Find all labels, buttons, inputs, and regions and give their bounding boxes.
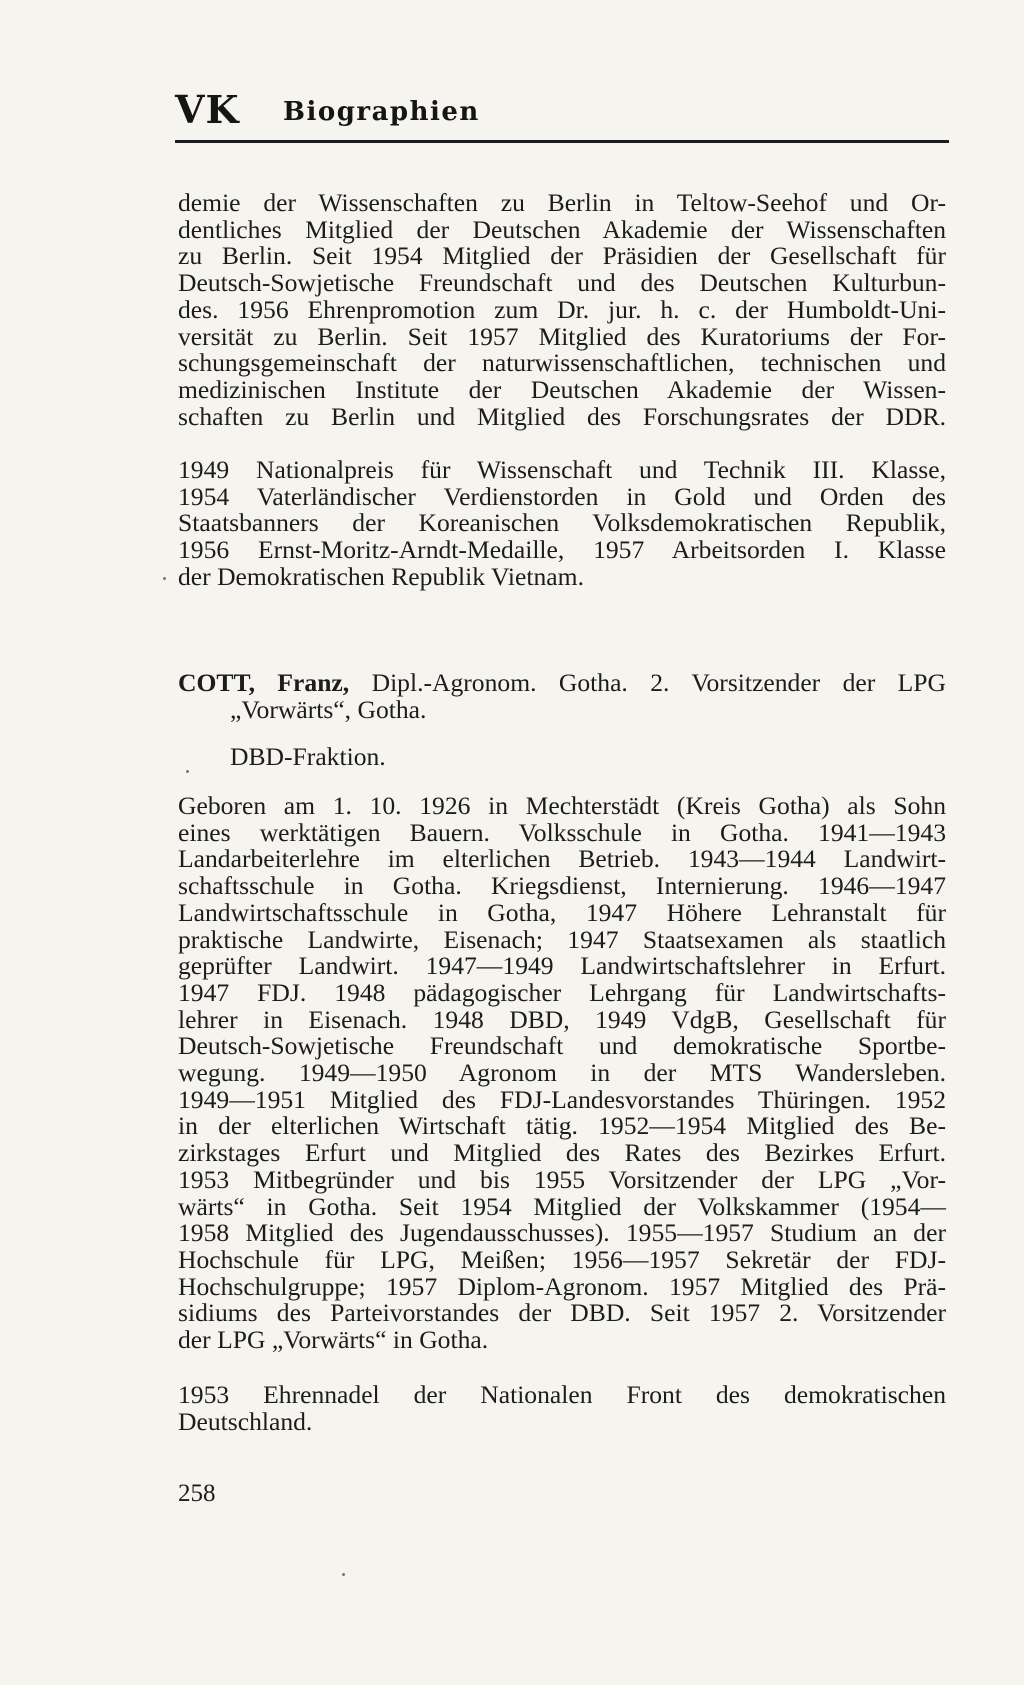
text-line: zirkstages Erfurt und Mitglied des Rates des Bezirkes Erfurt. xyxy=(178,1138,946,1168)
text-line: 1947 FDJ. 1948 pädagogischer Lehrgang für Landwirtschafts- xyxy=(178,977,946,1007)
text-line: praktische Landwirte, Eisenach; 1947 Staatsexamen als staatlich xyxy=(178,924,946,954)
text-line: Hochschule für LPG, Meißen; 1956—1957 Sekretär der FDJ- xyxy=(178,1244,946,1274)
entry-faction: DBD-Fraktion. xyxy=(230,742,386,771)
text-line: des. 1956 Ehrenpromotion zum Dr. jur. h. c. der Humboldt-Uni- xyxy=(178,294,946,324)
entry-name: COTT, Franz, xyxy=(178,668,350,697)
text-line: der LPG „Vorwärts“ in Gotha. xyxy=(178,1325,489,1355)
text-line: Landwirtschaftsschule in Gotha, 1947 Höhere Lehranstalt für xyxy=(178,897,946,927)
text-line: medizinischen Institute der Deutschen Akademie der Wissen- xyxy=(178,374,946,404)
text-line: 1958 Mitglied des Jugendausschusses). 1955—1957 Studium an der xyxy=(178,1218,946,1248)
text-line: 1954 Vaterländischer Verdienstorden in Gold und Orden des xyxy=(178,481,946,511)
section-title: Biographien xyxy=(283,97,480,127)
scan-speck xyxy=(342,1573,345,1576)
text-line: Deutsch-Sowjetische Freundschaft und demokratische Sportbe- xyxy=(178,1031,946,1061)
scan-speck xyxy=(186,770,189,773)
text-line: Landarbeiterlehre im elterlichen Betrieb. 1943—1944 Landwirt- xyxy=(178,844,946,874)
text-line: versität zu Berlin. Seit 1957 Mitglied des Kuratoriums der For- xyxy=(178,321,946,351)
text-line: geprüfter Landwirt. 1947—1949 Landwirtschaftslehrer in Erfurt. xyxy=(178,951,946,981)
text-line: 1953 Mitbegründer und bis 1955 Vorsitzender der LPG „Vor- xyxy=(178,1164,946,1194)
text-line: 1949 Nationalpreis für Wissenschaft und Technik III. Klasse, xyxy=(178,455,946,484)
text-line: 1956 Ernst-Moritz-Arndt-Medaille, 1957 Arbeitsorden I. Klasse xyxy=(178,535,946,565)
text-line: Deutschland. xyxy=(178,1406,313,1436)
entry-heading xyxy=(178,670,946,723)
paragraph-continued-biography xyxy=(178,190,946,430)
text-line: demie der Wissenschaften zu Berlin in Teltow-Seehof und Or- xyxy=(178,188,946,217)
text-line: 1953 Ehrennadel der Nationalen Front des demokratischen xyxy=(178,1380,946,1409)
text-line: schaften zu Berlin und Mitglied des Forschungsrates der DDR. xyxy=(178,401,946,431)
entry-description: Dipl.-Agronom. Gotha. 2. Vorsitzender der LPG xyxy=(349,668,946,697)
entry-heading-line xyxy=(178,670,946,697)
text-line: wegung. 1949—1950 Agronom in der MTS Wandersleben. xyxy=(178,1058,946,1088)
paragraph-awards xyxy=(178,457,946,591)
paragraph-honours xyxy=(178,1382,946,1435)
text-line: zu Berlin. Seit 1954 Mitglied der Präsidien der Gesellschaft für xyxy=(178,241,946,271)
page-number: 258 xyxy=(178,1480,216,1507)
paragraph-biography xyxy=(178,793,946,1354)
text-line: wärts“ in Gotha. Seit 1954 Mitglied der Volkskammer (1954— xyxy=(178,1191,946,1221)
text-line: eines werktätigen Bauern. Volksschule in Gotha. 1941—1943 xyxy=(178,817,946,847)
header-rule xyxy=(175,140,949,143)
text-line: schungsgemeinschaft der naturwissenschaftlichen, technischen und xyxy=(178,348,946,378)
scan-speck xyxy=(163,577,166,580)
text-line: der Demokratischen Republik Vietnam. xyxy=(178,561,584,591)
text-line: Deutsch-Sowjetische Freundschaft und des Deutschen Kulturbun- xyxy=(178,268,946,298)
section-mark: VK xyxy=(175,87,240,132)
text-line: Hochschulgruppe; 1957 Diplom-Agronom. 1957 Mitglied des Prä- xyxy=(178,1271,946,1301)
running-header xyxy=(175,88,945,138)
text-line: schaftsschule in Gotha. Kriegsdienst, Internierung. 1946—1947 xyxy=(178,871,946,901)
text-line: 1949—1951 Mitglied des FDJ-Landesvorstandes Thüringen. 1952 xyxy=(178,1084,946,1114)
text-line: in der elterlichen Wirtschaft tätig. 1952—1954 Mitglied des Be- xyxy=(178,1111,946,1141)
entry-heading-line-2: „Vorwärts“, Gotha. xyxy=(230,694,427,724)
text-line: Geboren am 1. 10. 1926 in Mechterstädt (Kreis Gotha) als Sohn xyxy=(178,791,946,820)
text-line: Staatsbanners der Koreanischen Volksdemokratischen Republik, xyxy=(178,508,946,538)
text-line: dentliches Mitglied der Deutschen Akademie der Wissenschaften xyxy=(178,214,946,244)
text-line: lehrer in Eisenach. 1948 DBD, 1949 VdgB, Gesellschaft für xyxy=(178,1004,946,1034)
text-line: sidiums des Parteivorstandes der DBD. Seit 1957 2. Vorsitzender xyxy=(178,1298,946,1328)
